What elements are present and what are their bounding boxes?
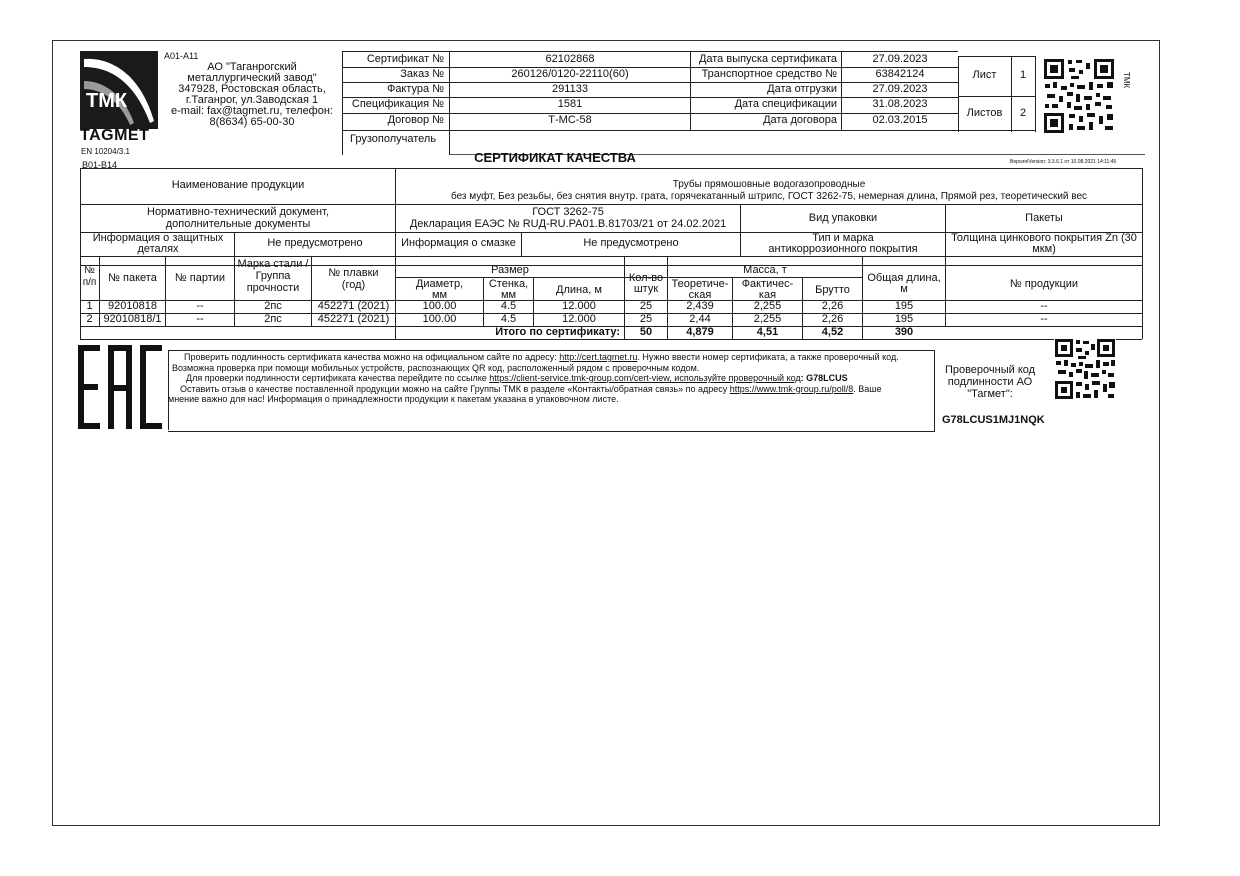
row-product-no: -- [1040, 300, 1048, 312]
total-gross: 4,52 [821, 326, 844, 338]
protective-label-1: Информация о защитных [92, 232, 224, 244]
lubricant-value: Не предусмотрено [583, 237, 679, 249]
footer-code: : G78LCUS [800, 373, 848, 383]
row-batch: -- [196, 313, 204, 325]
certificate-value: 62102868 [545, 53, 595, 65]
vehicle-value: 63842124 [875, 68, 925, 80]
col-batch: № партии [174, 272, 226, 284]
row-package: 92010818/1 [103, 313, 162, 325]
company-line-6: 8(8634) 65-00-30 [209, 116, 295, 128]
qr-code-verify [1054, 338, 1116, 400]
col-diameter-1: Диаметр, [415, 278, 464, 290]
rule [958, 56, 959, 132]
docs-label-2: дополнительные документы [165, 218, 311, 230]
rule [168, 350, 169, 430]
company-line-3: 347928, Ростовская область, [178, 83, 326, 95]
code-a: A01-A11 [164, 51, 199, 61]
total-length: 390 [894, 326, 914, 338]
footer-line-2: Возможна проверка при помощи мобильных устройств, распознающих QR код, расположенный рядом с проверочным кодом. [172, 362, 700, 373]
col-actual-1: Фактичес- [741, 278, 794, 290]
row-wall: 4.5 [500, 300, 517, 312]
row-steel: 2пс [264, 313, 282, 325]
col-num-2: п/п [82, 277, 97, 288]
zinc-label-1: Толщина цинкового покрытия Zn (30 [951, 232, 1137, 244]
packaging-value: Пакеты [1025, 212, 1063, 224]
col-product-no: № продукции [1009, 278, 1079, 290]
order-value: 260126/0120-22110(60) [511, 68, 629, 80]
row-heat: 452271 (2021) [317, 300, 390, 312]
row-diameter: 100.00 [422, 313, 457, 325]
footer-text-3a: Для проверки подлинности сертификата качества перейдите по ссылке [186, 373, 490, 383]
verify-label-3: "Тагмет": [967, 388, 1013, 400]
contract-date-value: 02.03.2015 [872, 114, 928, 126]
cert-site-link[interactable]: http://cert.tagmet.ru [559, 352, 638, 362]
docs-value-1: ГОСТ 3262-75 [532, 206, 604, 218]
col-theor-1: Теоретиче- [671, 278, 729, 290]
logo-letters: ТМК [86, 90, 128, 112]
code-b: B01-B14 [82, 160, 118, 170]
row-actual: 2,255 [753, 313, 782, 325]
col-wall-2: мм [500, 289, 517, 301]
tmk-side-label: ТМК [1122, 72, 1131, 89]
contract-date-label: Дата договора [763, 114, 837, 126]
row-length: 12.000 [562, 300, 596, 312]
footer-line-4 [172, 384, 932, 395]
verify-code: G78LCUS1MJ1NQK [942, 414, 1045, 426]
footer-text [168, 352, 932, 405]
standard-code: EN 10204/3.1 [81, 147, 130, 156]
row-length: 12.000 [562, 313, 596, 325]
company-line-5: e-mail: fax@tagmet.ru, телефон: [171, 105, 333, 117]
invoice-value: 291133 [552, 83, 588, 95]
row-product-no: -- [1040, 313, 1048, 325]
total-qty: 50 [639, 326, 653, 338]
col-theor-2: ская [688, 289, 712, 301]
rule [690, 51, 691, 131]
col-qty-1: Кол-во [628, 272, 664, 284]
row-gross: 2,26 [821, 313, 844, 325]
footer-line-5: мнение важно для нас! Информация о принадлежности продукции к пакетам указана в упаковочном листе. [168, 394, 619, 404]
contract-label: Договор № [387, 114, 444, 126]
sheet-value: 1 [1019, 69, 1027, 81]
col-actual-2: кая [758, 289, 777, 301]
row-diameter: 100.00 [422, 300, 457, 312]
row-steel: 2пс [264, 300, 282, 312]
row-qty: 25 [639, 300, 653, 312]
verify-label-2: подлинности АО [947, 376, 1033, 388]
rule [1035, 56, 1036, 132]
order-label: Заказ № [400, 68, 444, 80]
certificate-label: Сертификат № [366, 53, 444, 65]
eac-mark [78, 345, 164, 429]
rule [80, 339, 1142, 340]
shipment-date-value: 27.09.2023 [872, 83, 928, 95]
col-num-1: № [84, 265, 95, 276]
col-heat-1: № плавки [328, 267, 379, 279]
logo-text: TAGMET [80, 127, 150, 144]
spec-date-value: 31.08.2023 [872, 98, 928, 110]
rule [958, 56, 1035, 57]
product-name-line-2: без муфт, Без резьбы, без снятия внутр. грата, горячекатанный штрипс, ГОСТ 3262-75, немерная длина, Прямой рез, теоретический вес [450, 191, 1088, 202]
sheet-label: Лист [972, 69, 997, 81]
footer-line-3 [172, 373, 932, 384]
issue-date-value: 27.09.2023 [872, 53, 928, 65]
coating-label-1: Тип и марка [812, 232, 874, 244]
row-package: 92010818 [108, 300, 157, 312]
total-actual: 4,51 [756, 326, 779, 338]
row-total-length: 195 [894, 313, 914, 325]
col-steel-1: Марка стали / [237, 258, 309, 270]
rule [342, 51, 958, 52]
footer-text-1b: . Нужно ввести номер сертификата, а также проверочный код. [637, 352, 899, 362]
col-diameter-2: мм [431, 289, 448, 301]
sheets-label: Листов [966, 107, 1003, 119]
product-name-label: Наименование продукции [171, 179, 305, 191]
packaging-label: Вид упаковки [808, 212, 878, 224]
col-steel-2: Группа [255, 270, 291, 282]
company-line-2: металлургический завод" [187, 72, 317, 84]
protective-value: Не предусмотрено [267, 237, 363, 249]
feedback-link[interactable]: https://www.tmk-group.ru/poll/8 [729, 383, 854, 394]
shipment-date-label: Дата отгрузки [767, 83, 837, 95]
col-size: Размер [491, 264, 529, 276]
consignee-label: Грузополучатель [350, 133, 437, 145]
rule [80, 204, 1142, 205]
row-actual: 2,255 [753, 300, 782, 312]
protective-label-2: деталях [137, 243, 179, 255]
spec-value: 1581 [557, 98, 583, 110]
rule [1142, 168, 1143, 339]
sheets-value: 2 [1019, 107, 1027, 119]
cert-view-link[interactable]: https://client-service.tmk-group.com/cert-view, используйте проверочный код [489, 373, 801, 383]
total-label: Итого по сертификату: [495, 326, 620, 338]
footer-line-1 [172, 352, 932, 363]
docs-label-1: Нормативно-технический документ, [147, 206, 329, 218]
product-name-line-1: Трубы прямошовные водогазопроводные [672, 179, 866, 190]
col-wall-1: Стенка, [488, 278, 529, 290]
col-gross: Брутто [815, 284, 850, 296]
rule [80, 256, 1142, 257]
col-heat-2: (год) [341, 279, 366, 291]
footer-text-4b: . Ваше [853, 383, 882, 394]
docs-value-2: Декларация ЕАЭС № RUД-RU.PA01.B.81703/21 от 24.02.2021 [409, 218, 727, 230]
coating-label-2: антикоррозионного покрытия [768, 243, 918, 255]
invoice-label: Фактура № [386, 83, 444, 95]
row-num: 1 [86, 300, 93, 312]
row-heat: 452271 (2021) [317, 313, 390, 325]
total-theor: 4,879 [686, 326, 714, 338]
document-title: СЕРТИФИКАТ КАЧЕСТВА [474, 150, 636, 165]
row-batch: -- [196, 300, 204, 312]
row-theor: 2,439 [686, 300, 714, 312]
footer-text-1a: Проверить подлинность сертификата качества можно на официальном сайте по адресу: [184, 352, 560, 362]
rule [1011, 56, 1012, 132]
col-steel-3: прочности [246, 282, 300, 294]
zinc-label-2: мкм) [1032, 243, 1056, 255]
row-total-length: 195 [894, 300, 914, 312]
row-num: 2 [86, 313, 93, 325]
spec-date-label: Дата спецификации [734, 98, 837, 110]
company-address [160, 62, 344, 128]
verify-label-1: Проверочный код [944, 364, 1036, 376]
vehicle-label: Транспортное средство № [701, 68, 837, 80]
version-label: Версия/Version: 3.3.6.1 от 10.08.2021 14:11:45 [1010, 159, 1117, 165]
contract-value: Т-МС-58 [548, 114, 592, 126]
company-line-4: г.Таганрог, ул.Заводская 1 [185, 94, 319, 106]
col-mass: Масса, т [743, 264, 787, 276]
row-qty: 25 [639, 313, 653, 325]
rule [342, 130, 1035, 131]
qr-code-top [1043, 58, 1115, 134]
col-package: № пакета [108, 272, 157, 284]
spec-label: Спецификация № [351, 98, 444, 110]
col-length: Длина, м [556, 284, 602, 296]
row-theor: 2,44 [689, 313, 711, 325]
col-total-length-1: Общая длина, [867, 272, 941, 284]
row-gross: 2,26 [821, 300, 844, 312]
issue-date-label: Дата выпуска сертификата [698, 53, 837, 65]
footer-text-4a: Оставить отзыв о качестве поставленной продукции можно на сайте Группы ТМК в разделе «Контакты/обратная связь» по адресу [180, 383, 730, 394]
rule [80, 168, 1142, 169]
col-qty-2: штук [633, 283, 659, 295]
row-wall: 4.5 [500, 313, 517, 325]
company-line-1: АО "Таганрогский [207, 61, 297, 73]
col-total-length-2: м [900, 283, 908, 295]
rule [958, 96, 1035, 97]
lubricant-label: Информация о смазке [401, 237, 516, 249]
